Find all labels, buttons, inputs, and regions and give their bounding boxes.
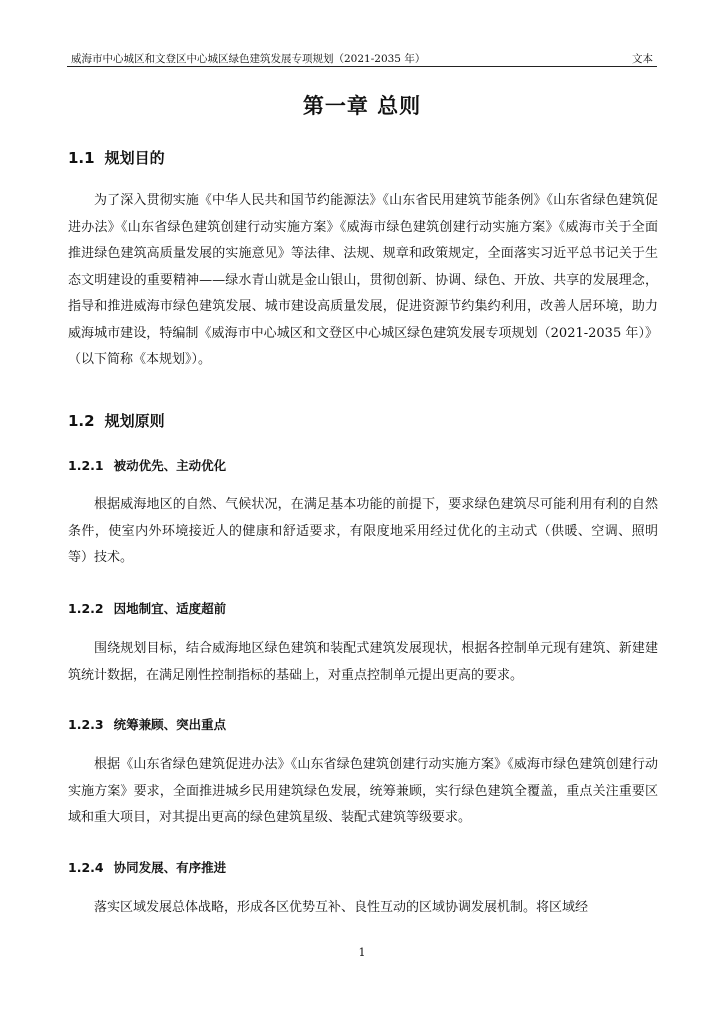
page-header xyxy=(67,48,657,67)
section-title: 规划目的 xyxy=(104,149,165,167)
subsection-paragraph-1-2-3: 根据《山东省绿色建筑促进办法》《山东省绿色建筑创建行动实施方案》《威海市绿色建筑创建行动实施方案》要求，全面推进城乡民用建筑绿色发展，统筹兼顾，实行绿色建筑全覆盖，重点关注重要区域和重大项目，对其提出更高的绿色建筑星级、装配式建筑等级要求。 xyxy=(68,757,658,825)
section-title: 规划原则 xyxy=(104,412,165,430)
header-title: 威海市中心城区和文登区中心城区绿色建筑发展专项规划（2021-2035 年） xyxy=(71,53,426,65)
section-heading-1-2 xyxy=(68,410,165,431)
subsection-title: 协同发展、有序推进 xyxy=(113,860,227,875)
subsection-paragraph-1-2-2: 围绕规划目标，结合威海地区绿色建筑和装配式建筑发展现状，根据各控制单元现有建筑、新建建筑统计数据，在满足刚性控制指标的基础上，对重点控制单元提出更高的要求。 xyxy=(68,641,658,683)
subsection-number: 1.2.1 xyxy=(68,458,104,473)
subsection-paragraph-1-2-4: 落实区域发展总体战略，形成各区优势互补、良性互动的区域协调发展机制。将区域经 xyxy=(94,900,589,915)
section-heading-1-1 xyxy=(68,147,165,168)
section-paragraph-1-1: 为了深入贯彻实施《中华人民共和国节约能源法》《山东省民用建筑节能条例》《山东省绿色建筑促进办法》《山东省绿色建筑创建行动实施方案》《威海市绿色建筑创建行动实施方案》《威海市关于全面推进绿色建筑高质量发展的实施意见》等法律、法规、规章和政策规定，全面落实习近平总书记关于生态文明建设的重要精神——绿水青山就是金山银山，贯彻创新、协调、绿色、开放、共享的发展理念，指导和推进威海市绿色建筑发展、城市建设高质量发展，促进资源节约集约利用，改善人居环境，助力威海城市建设，特编制《威海市中心城区和文登区中心城区绿色建筑发展专项规划（2021-2035 年）》（以下简称《本规划》）。 xyxy=(68,193,658,367)
section-number: 1.1 xyxy=(68,149,95,167)
subsection-heading-1-2-2 xyxy=(68,599,226,617)
subsection-heading-1-2-3 xyxy=(68,715,226,733)
subsection-title: 因地制宜、适度超前 xyxy=(113,601,227,616)
subsection-number: 1.2.4 xyxy=(68,860,104,875)
subsection-heading-1-2-4 xyxy=(68,858,226,876)
section-number: 1.2 xyxy=(68,412,95,430)
subsection-paragraph-1-2-1: 根据威海地区的自然、气候状况，在满足基本功能的前提下，要求绿色建筑尽可能利用有利的自然条件，使室内外环境接近人的健康和舒适要求，有限度地采用经过优化的主动式（供暖、空调、照明等）技术。 xyxy=(68,497,658,565)
subsection-heading-1-2-1 xyxy=(68,456,226,474)
subsection-number: 1.2.3 xyxy=(68,717,104,732)
subsection-title: 统筹兼顾、突出重点 xyxy=(113,717,227,732)
chapter-title: 第一章 总则 xyxy=(302,94,422,118)
subsection-title: 被动优先、主动优化 xyxy=(113,458,227,473)
subsection-number: 1.2.2 xyxy=(68,601,104,616)
header-doc-type: 文本 xyxy=(632,53,653,65)
page-number: 1 xyxy=(358,946,366,959)
